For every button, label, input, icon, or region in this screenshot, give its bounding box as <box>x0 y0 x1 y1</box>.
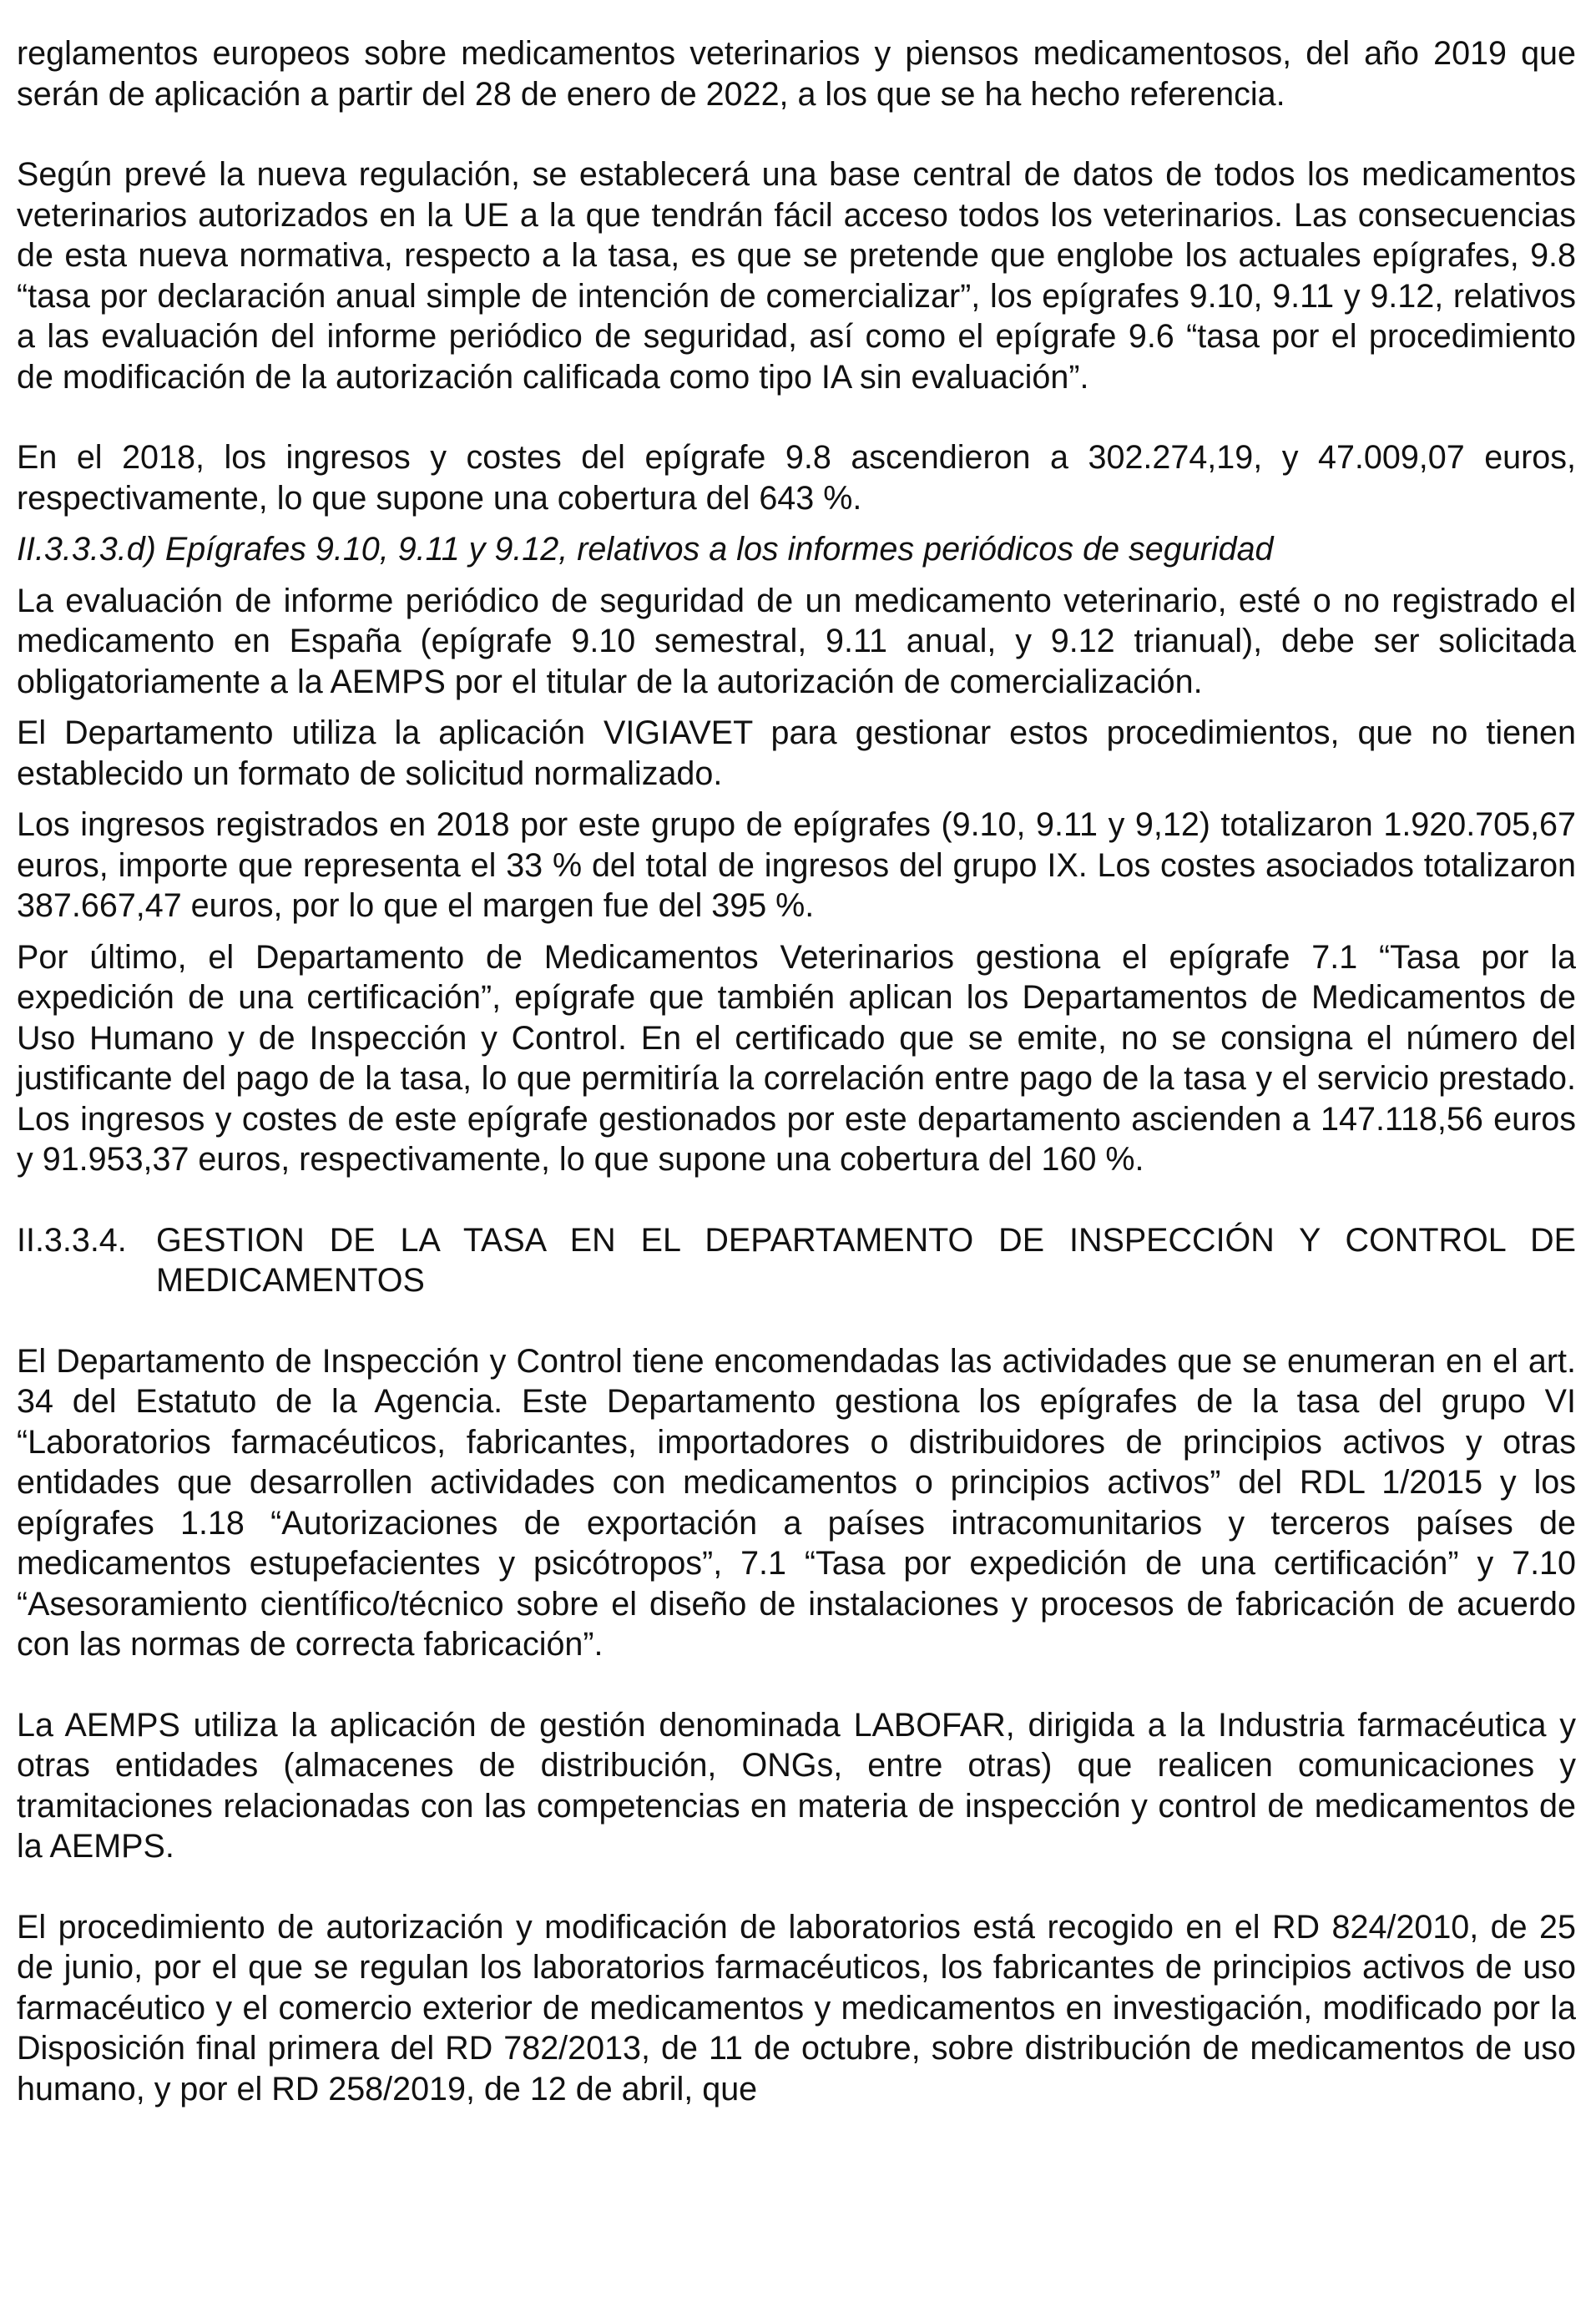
paragraph-labofar: La AEMPS utiliza la aplicación de gestión denominada LABOFAR, dirigida a la Industria farmacéutica y otras entidades (almacenes de distribución, ONGs, entre otras) que realicen comunicaciones y tramitaciones relacionadas con las competencias en materia de inspección y control de medicamentos de la AEMPS. <box>17 1706 1576 1865</box>
paragraph-epigrafe-7-1: Por último, el Departamento de Medicamentos Veterinarios gestiona el epígrafe 7.1 “Tasa por la expedición de una certificación”, epígrafe que también aplican los Departamentos de Medicamentos de Uso Humano y de Inspección y Control. En el certificado que se emite, no se consigna el número del justificante del pago de la tasa, lo que permitiría la correlación entre pago de la tasa y el servicio prestado. Los ingresos y costes de este epígrafe gestionados por este departamento ascienden a 147.118,56 euros y 91.953,37 euros, respectivamente, lo que supone una cobertura del 160 %. <box>17 938 1576 1178</box>
paragraph-nueva-regulacion: Según prevé la nueva regulación, se establecerá una base central de datos de todos los medicamentos veterinarios autorizados en la UE a la que tendrán fácil acceso todos los veterinarios. Las consecuencias de esta nueva normativa, respecto a la tasa, es que se pretende que englobe los actuales epígrafes, 9.8 “tasa por declaración anual simple de intención de comercializar”, los epígrafes 9.10, 9.11 y 9.12, relativos a las evaluación del informe periódico de seguridad, así como el epígrafe 9.6 “tasa por el procedimiento de modificación de la autorización calificada como tipo IA sin evaluación”. <box>17 156 1576 396</box>
paragraph-procedimiento-autorizacion: El procedimiento de autorización y modificación de laboratorios está recogido en el RD 824/2010, de 25 de junio, por el que se regulan los laboratorios farmacéuticos, los fabricantes de principios activos de uso farmacéutico y el comercio exterior de medicamentos y medicamentos en investigación, modificado por la Disposición final primera del RD 782/2013, de 11 de octubre, sobre distribución de medicamentos de uso humano, y por el RD 258/2019, de 12 de abril, que <box>17 1908 1576 2108</box>
paragraph-vigiavet: El Departamento utiliza la aplicación VIGIAVET para gestionar estos procedimientos, que no tienen establecido un formato de solicitud normalizado. <box>17 714 1576 792</box>
paragraph-reglamentos: reglamentos europeos sobre medicamentos veterinarios y piensos medicamentosos, del año 2019 que serán de aplicación a partir del 28 de enero de 2022, a los que se ha hecho referencia. <box>17 35 1576 113</box>
paragraph-ingresos-9-8: En el 2018, los ingresos y costes del epígrafe 9.8 ascendieron a 302.274,19, y 47.009,07 euros, respectivamente, lo que supone una cobertura del 643 %. <box>17 439 1576 517</box>
section-heading <box>17 1220 1576 1301</box>
subheading-epigrafes-9-10: II.3.3.3.d) Epígrafes 9.10, 9.11 y 9.12, relativos a los informes periódicos de seguridad <box>17 531 1274 568</box>
paragraph-departamento-inspeccion: El Departamento de Inspección y Control tiene encomendadas las actividades que se enumeran en el art. 34 del Estatuto de la Agencia. Este Departamento gestiona los epígrafes de la tasa del grupo VI “Laboratorios farmacéuticos, fabricantes, importadores o distribuidores de principios activos y otras entidades que desarrollen actividades con medicamentos o principios activos” del RDL 1/2015 y los epígrafes 1.18 “Autorizaciones de exportación a países intracomunitarios y terceros países de medicamentos estupefacientes y psicótropos”, 7.1 “Tasa por expedición de una certificación” y 7.10 “Asesoramiento científico/técnico sobre el diseño de instalaciones y procesos de fabricación de acuerdo con las normas de correcta fabricación”. <box>17 1342 1576 1663</box>
paragraph-ingresos-grupo: Los ingresos registrados en 2018 por este grupo de epígrafes (9.10, 9.11 y 9,12) totalizaron 1.920.705,67 euros, importe que representa el 33 % del total de ingresos del grupo IX. Los costes asociados totalizaron 387.667,47 euros, por lo que el margen fue del 395 %. <box>17 806 1576 924</box>
document-page <box>17 33 1576 2109</box>
paragraph-evaluacion-informe: La evaluación de informe periódico de seguridad de un medicamento veterinario, esté o no registrado el medicamento en España (epígrafe 9.10 semestral, 9.11 anual, y 9.12 trianual), debe ser solicitada obligatoriamente a la AEMPS por el titular de la autorización de comercialización. <box>17 582 1576 700</box>
section-number: II.3.3.4. <box>17 1221 127 1259</box>
section-title: GESTION DE LA TASA EN EL DEPARTAMENTO DE INSPECCIÓN Y CONTROL DE MEDICAMENTOS <box>156 1221 1576 1299</box>
